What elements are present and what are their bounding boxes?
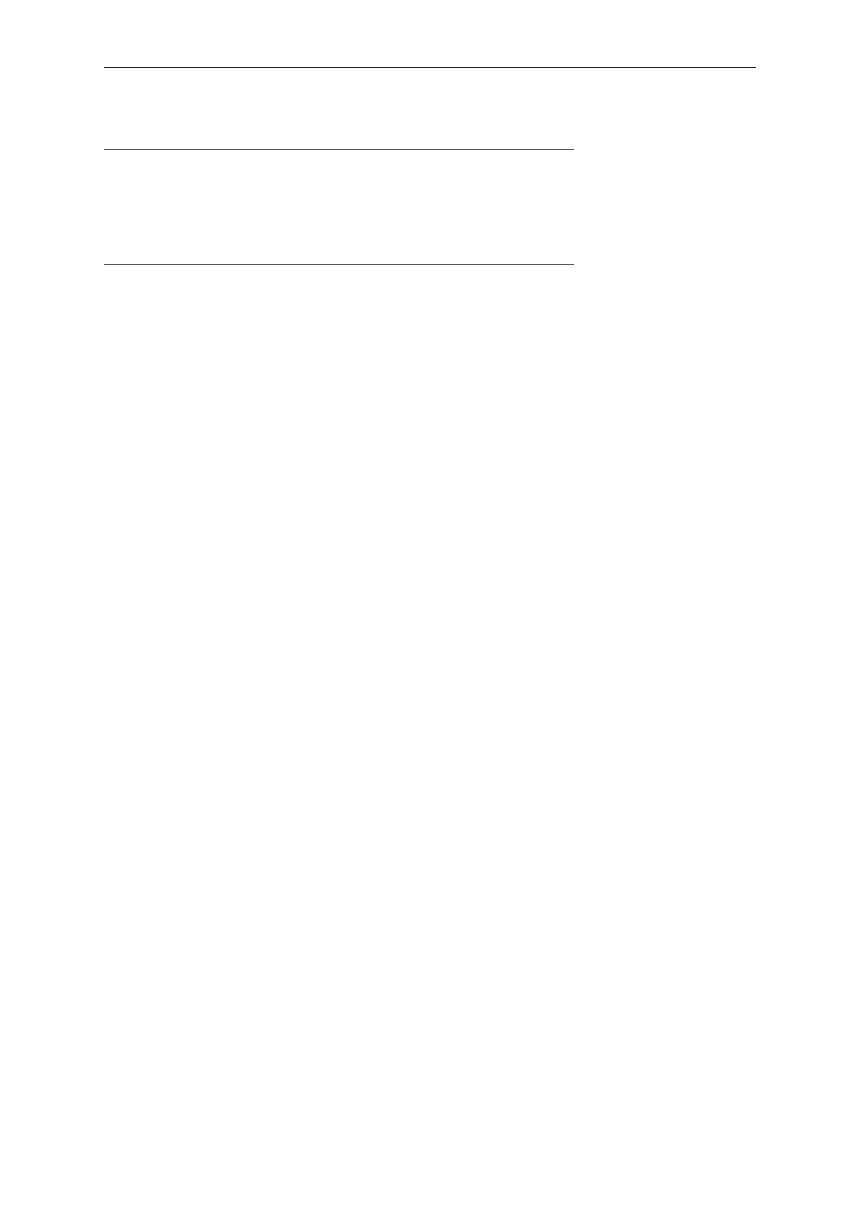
answer-blank-14[interactable] — [104, 149, 574, 150]
header-rule — [104, 67, 756, 68]
answer-blank-15[interactable] — [104, 264, 574, 265]
